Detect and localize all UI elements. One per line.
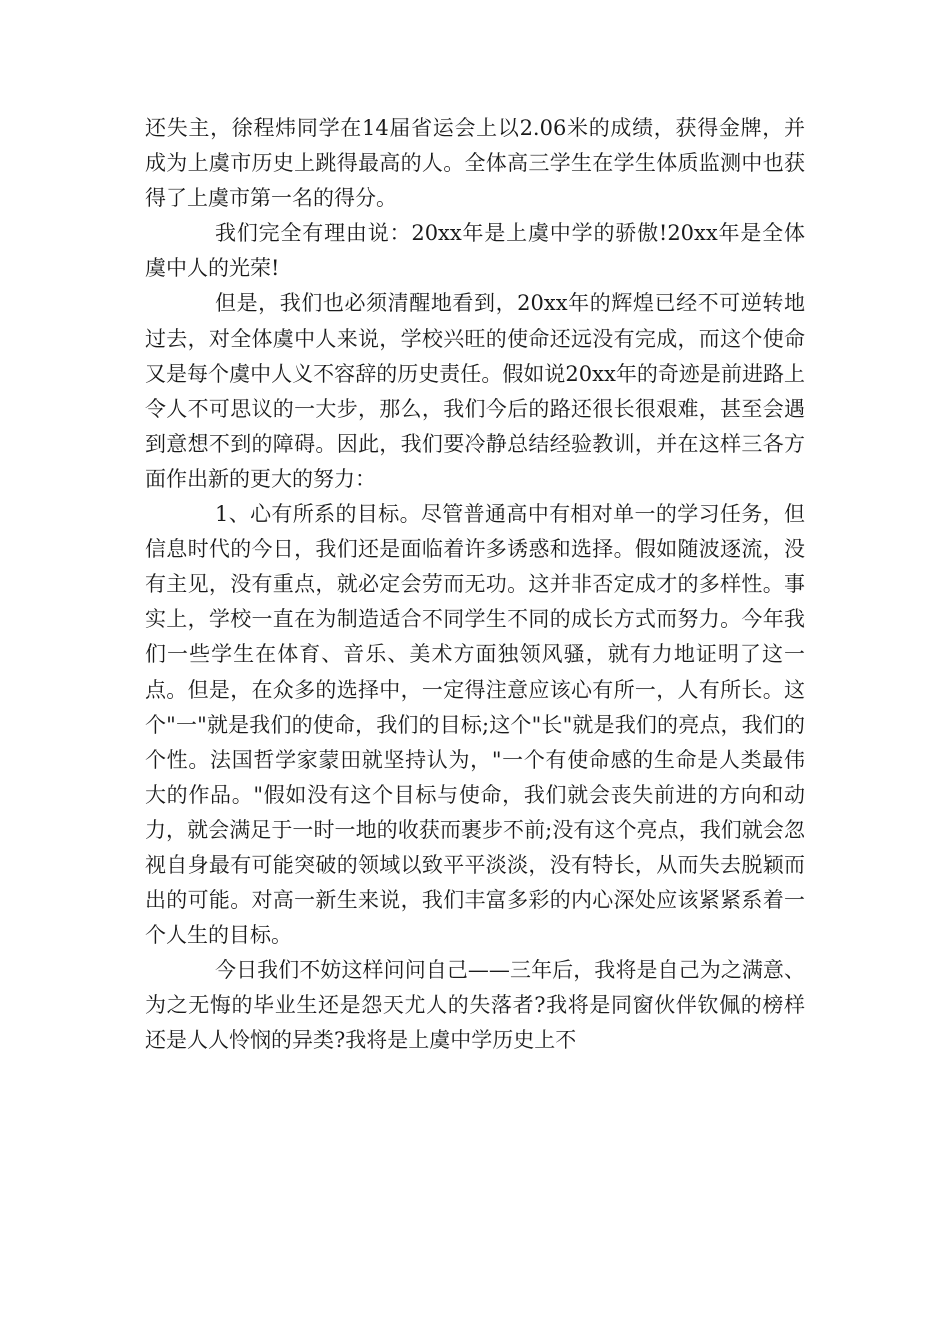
paragraph-continuation: 还失主，徐程炜同学在14届省运会上以2.06米的成绩，获得金牌，并成为上虞市历史上跳得最高的人。全体高三学生在学生体质监测中也获得了上虞市第一名的得分。 xyxy=(145,116,805,211)
paragraph-goal: 1、心有所系的目标。尽管普通高中有相对单一的学习任务，但信息时代的今日，我们还是面临着许多诱惑和选择。假如随波逐流，没有主见，没有重点，就必定会劳而无功。这并非否定成才的多样性。事实上，学校一直在为制造适合不同学生不同的成长方式而努力。今年我们一些学生在体育、音乐、美术方面独领风骚，就有力地证明了这一点。但是，在众多的选择中，一定得注意应该心有所一，人有所长。这个"一"就是我们的使命，我们的目标;这个"长"就是我们的亮点，我们的个性。法国哲学家蒙田就坚持认为，"一个有使命感的生命是人类最伟大的作品。"假如没有这个目标与使命，我们就会丧失前进的方向和动力，就会满足于一时一地的收获而裹步不前;没有这个亮点，我们就会忽视自身最有可能突破的领域以致平平淡淡，没有特长，从而失去脱颖而出的可能。对高一新生来说，我们丰富多彩的内心深处应该紧紧系着一个人生的目标。 xyxy=(145,502,805,948)
paragraph-mission: 但是，我们也必须清醒地看到，20xx年的辉煌已经不可逆转地过去，对全体虞中人来说，学校兴旺的使命还远没有完成，而这个使命又是每个虞中人义不容辞的历史责任。假如说20xx年的奇迹是前进路上令人不可思议的一大步，那么，我们今后的路还很长很艰难，甚至会遇到意想不到的障碍。因此，我们要冷静总结经验教训，并在这样三各方面作出新的更大的努力： xyxy=(145,291,805,491)
paragraph-proud-statement: 我们完全有理由说：20xx年是上虞中学的骄傲!20xx年是全体虞中人的光荣! xyxy=(145,221,805,281)
document-body xyxy=(145,111,805,1059)
paragraph-question: 今日我们不妨这样问问自己——三年后，我将是自己为之满意、为之无悔的毕业生还是怨天尤人的失落者?我将是同窗伙伴钦佩的榜样还是人人怜悯的异类?我将是上虞中学历史上不 xyxy=(145,958,805,1053)
